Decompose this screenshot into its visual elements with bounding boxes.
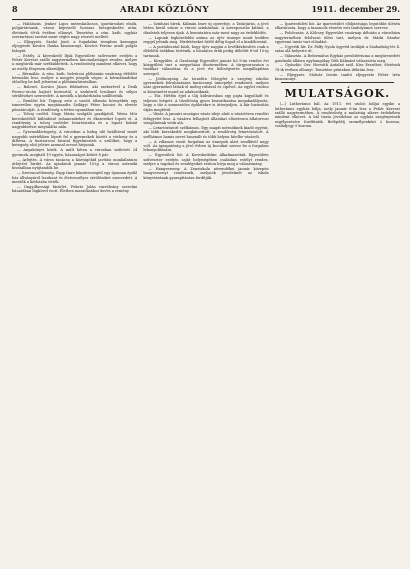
article-paragraph: — Tolvaj cseléd. Nagy Mária szolgáló gazdájától, Weisz Mór kereskedőtől különböző ruhaneműeket és ékszereket lopott el. A rendőrség a tolvaj cselédet letartóztatta és a lopott holmit nagyobbrészt megtalálta nála. <box>12 112 138 130</box>
article-paragraph: — Ügyvédi hír. Dr. Pálfy Gyula ügyvéd irodáját a Szabadság-tér 4. szám alá helyezte át. <box>274 44 400 54</box>
issue-date: 1911. december 29. <box>311 4 400 14</box>
article-paragraph: — Jótékonyság. Az Izraelita Nőegylet a szegény iskolás gyermekek felruházására karácsonyi ünnepélyt rendezett, melyen száz gyermeket láttak el meleg ruhával és cipővel. Az egylet ezúton is köszönetet mond az adakozóknak. <box>143 76 269 94</box>
article-paragraph: (—) Lutheránus bál. Az 1911. évi utolsó báljai egyike a lutheránus egyház bálja, mely január 6-án lesz a Fehér Kereszt szálló nagytermében. A rendezőség a mulatság sikere érdekében mindent elkövet. A bál tiszta jövedelme az egyház szegényeinek segélyezésére fordíttatik. Belépődíj személyenként 2 korona, családjegy 5 korona. <box>274 102 400 129</box>
article-paragraph: — A postahivatal közli, hogy újév napján a levélkézbesítés csak a délelőtti órákban történik, a hivatalos órák pedig délelőtt 8-tól 10-ig tartanak. <box>143 44 269 58</box>
article-paragraph: — Árlejtés. A város tanácsa a közvágóhíd javítási munkálataira árlejtést hirdet. Az ajánlatok január 10-ig a városi mérnöki hivatalban nyújtandók be. <box>12 157 138 171</box>
section-title: MULATSÁGOK. <box>284 87 391 101</box>
article-paragraph: — Eljegyzés. Molnár István tanító eljegyezte Fehér Irén kisasszonyt. <box>274 72 400 82</box>
column-right <box>275 22 400 562</box>
section-rule <box>281 82 394 83</box>
article-paragraph: — Öngyilkossági kísérlet. Fekete Jolán varróleány szerelmi bánatában lúgkövet ivott. Életben maradásához kevés a remény. <box>12 184 138 194</box>
article-paragraph: — Gyermekbetegség. A városban a hideg idő beálltával ismét nagyobb mértékben lépett fel a gyermekek között a vörheny és a diftéria. A tisztiorvosi hivatal figyelmezteti a szülőket, hogy a betegség első jeleire azonnal orvost hívjanak. <box>12 130 138 148</box>
article-paragraph: — Estély. A Kereskedő Ifjak Egyesülete szilveszter estéjén a Fehér Kereszt szálló nagytermében táncmulatságot rendez, melyre a meghívók már szétküldettek. A rendezőség mindent elkövet, hogy az estély fényesen sikerüljön. <box>12 53 138 71</box>
article-paragraph: — Rendőri hír. Tegnap este a vasúti állomás környékén egy ismeretlen egyén megtámadta Szilágyi Péter kocsist és elvette pénztárcáját. A rendőrség a tettes nyomában van. <box>12 98 138 112</box>
page-number: 8 <box>12 4 18 14</box>
column-left <box>12 22 137 562</box>
article-paragraph: — Letartóztatott szélhámos. Egy magát mérnöknek kiadó egyént, aki több kereskedőt megkárosított, a rendőrség letartóztatott. A szélhámos hamis nevet használt és több helyen hitelbe vásárolt. <box>143 126 269 139</box>
article-paragraph: — Tűz. Hétfőn éjjel a Gáj külvárosban egy pajta kigyulladt és teljesen leégett. A tűzoltóság gyors beavatkozása megakadályozta, hogy a tűz a szomszédos épületekre is átterjedjen. A kár biztosítás útján megtérül. <box>143 94 269 112</box>
article-paragraph: — Eljegyzés. Szabó Jenő, a fogadalmi templom karnagya eljegyezte Kovács Ilonka kisasszonyt, Kovács Ferenc aradi polgár leányát. <box>12 39 138 53</box>
article-paragraph: — Színházi hírek. Kálmán Imre új operettje, a Tatárjárás, a jövő héten kerül színre a városi színházban. A szereposztás kitűnő, a díszletek teljesen újak. A bemutatóra már most nagy az érdeklődés. <box>143 22 269 35</box>
page-header <box>12 4 400 18</box>
article-paragraph: — Vásár. A januári országos vásár ideje alatt a vásártéren rendőri felügyelet lesz. A vásárra felhajtott állatokat előzetesen állatorvosi vizsgálatnak vetik alá. <box>143 112 269 126</box>
article-paragraph: — Lapunk legközelebbi száma az újév ünnepe miatt kedden reggel jelenik meg. Hirdetéseket hétfő délig fogad el a kiadóhivatal. <box>143 35 269 44</box>
article-paragraph: — Választás. A Református Egyház presbitériuma a megüresedett gondnoki állásra egyhangúlag Tóth Kálmánt választotta meg. <box>274 54 400 63</box>
article-paragraph: — A villamos vasút forgalma az ünnepek alatt rendkívül nagy volt. Az igazgatóság a jövő évben új kocsikat szerez be a forgalom lebonyolítására. <box>143 139 269 153</box>
header-rule <box>12 19 400 20</box>
article-paragraph: — Anyakönyvi hírek. A múlt héten a városban született 24 gyermek, meghalt 19 egyén, házasságot kötött 8 pár. <box>12 148 138 157</box>
article-paragraph: — Egyesületi hír. A Kereskedelmi Alkalmazottak Egyesülete szilveszter estéjén saját helyiségében családias estélyt rendez, melyre a tagokat és vendégeiket ezúton hívja meg a választmány. <box>143 153 269 166</box>
masthead-title: ARADI KÖZLÖNY <box>119 5 210 15</box>
article-paragraph: — Gyászhír. Özv. Horváth Antalné szül. Kiss Erzsébet, életének 78-ik évében elhunyt. Temetése pénteken délután lesz. <box>274 63 400 72</box>
article-paragraph: — Hangverseny. A Zeneiskola növendékei január közepén hangversenyt rendeznek, melynek jövedelmét az iskola könyvtárának gyarapítására fordítják. <box>143 166 269 180</box>
article-paragraph: — Közgyűlés. A Gazdasági Egyesület január hó 8-án rendes évi közgyűlést tart a megyeháza dísztermében. A tárgysorozaton a tisztikar választása és a jövő évi költségvetés megállapítása szerepel. <box>143 58 269 76</box>
article-paragraph: — Szerencsétlenség. Papp Imre kőművessegéd egy újonnan épülő ház állványáról lezuhant és életveszélyes sérüléseket szenvedett. A mentők a kórházba vitték. <box>12 171 138 184</box>
column-middle <box>143 22 268 562</box>
article-paragraph: — Halálozás. Jenker Lajos mézeskalácsos, ipartársulati elnök, polgártársunk, városi képviselő hosszas betegeskedés után, életének 69-ik évében elhunyt. Temetése a róm. kath. egyház szertartásai szerint ment végbe nagy részvét mellett. <box>12 22 138 40</box>
article-paragraph: — Baleset. Kovács János földműves, aki szekerével a Deák Ferenc-utcán hajtott keresztül, a szekérről lezuhant és súlyos sérüléseket szenvedett. A mentők a közkórházba szállították. <box>12 85 138 98</box>
article-paragraph: — Bérmálás. A róm. kath. belvárosi plébánián vasárnap délelőtt bérmálás lesz, melyet a megyés püspök végez. A bérmálandókat előzőleg be kell jelenteni a plébániahivatalban. <box>12 71 138 85</box>
article-paragraph: — Felolvasás. A Kölcsey Egyesület vasárnap délután a városháza nagytermében felolvasó ülést tart, melyen dr. Márki Sándor egyetemi tanár tart előadást. <box>274 31 400 44</box>
article-columns <box>12 22 400 562</box>
article-paragraph: — Ipartestületi hír. Az ipartestület elöljárósága legutóbbi ülésén elhatározta, hogy a tanoncok részére esti tanfolyamot szervez. <box>274 22 400 31</box>
